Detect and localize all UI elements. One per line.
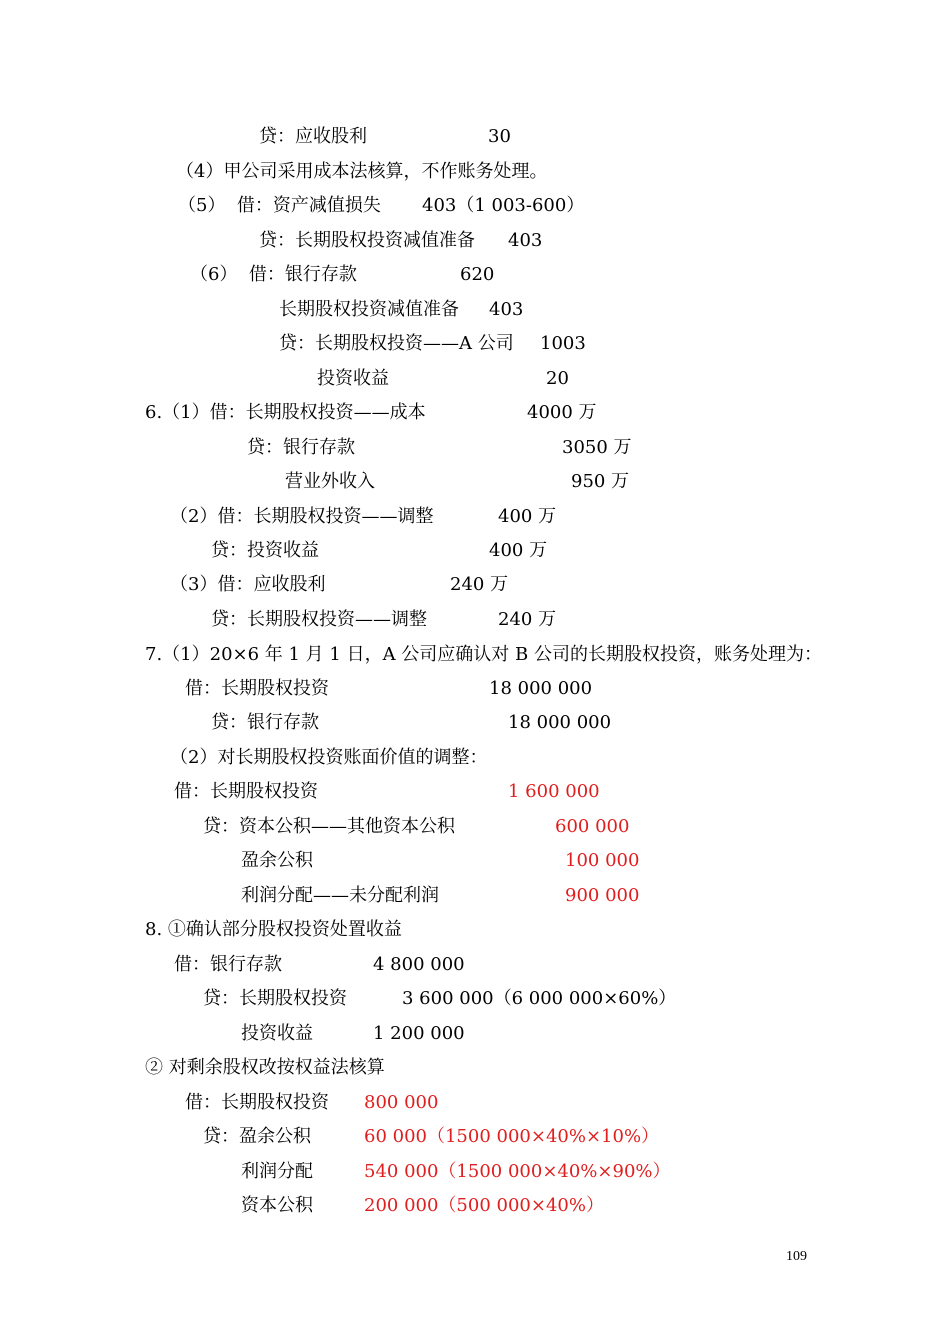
q6-entry2-debit-label: （2）借：长期股权投资——调整 bbox=[170, 506, 434, 527]
q6-entry1-debit-value: 4000 万 bbox=[527, 402, 597, 423]
q7-entry2-credit-profit-label: 利润分配——未分配利润 bbox=[241, 885, 439, 906]
q6-entry1-credit-other-label: 营业外收入 bbox=[285, 471, 375, 492]
q6-entry3-credit-value: 240 万 bbox=[498, 609, 557, 630]
q8-entry2-debit-label: 借：长期股权投资 bbox=[185, 1092, 329, 1113]
q7-adjust-heading: （2）对长期股权投资账面价值的调整： bbox=[170, 747, 488, 768]
q8-entry1-credit-income-label: 投资收益 bbox=[241, 1023, 313, 1044]
q7-entry1-debit-label: 借：长期股权投资 bbox=[185, 678, 329, 699]
q6-entry1-credit-other-value: 950 万 bbox=[571, 471, 630, 492]
q7-entry1-debit-value: 18 000 000 bbox=[489, 678, 593, 699]
q8-step1-heading: 8. ①确认部分股权投资处置收益 bbox=[145, 919, 402, 940]
entry-income-credit-label: 投资收益 bbox=[317, 368, 389, 389]
q6-entry3-credit-label: 贷：长期股权投资——调整 bbox=[211, 609, 427, 630]
entry-impairment-credit-value: 403 bbox=[508, 230, 543, 251]
q6-entry2-credit-label: 贷：投资收益 bbox=[211, 540, 319, 561]
entry-bank-debit-label: （6） 借：银行存款 bbox=[190, 264, 357, 285]
q6-entry3-debit-label: （3）借：应收股利 bbox=[170, 574, 326, 595]
q7-entry2-debit-label: 借：长期股权投资 bbox=[174, 781, 318, 802]
q8-entry1-credit-investment-label: 贷：长期股权投资 bbox=[203, 988, 347, 1009]
q8-entry2-credit-surplus-value: 60 000（1500 000×40%×10%） bbox=[364, 1126, 660, 1147]
q7-entry1-credit-value: 18 000 000 bbox=[508, 712, 612, 733]
q7-intro: 7.（1）20×6 年 1 月 1 日，A 公司应确认对 B 公司的长期股权投资，账务处理为： bbox=[145, 644, 822, 665]
q8-entry1-credit-investment-value: 3 600 000（6 000 000×60%） bbox=[402, 988, 677, 1009]
q8-entry2-credit-capital-label: 资本公积 bbox=[241, 1195, 313, 1216]
entry-reserve-debit-value: 403 bbox=[489, 299, 524, 320]
entry-investment-credit-value: 1003 bbox=[540, 333, 586, 354]
entry-income-credit-value: 20 bbox=[546, 368, 569, 389]
q8-entry2-credit-capital-value: 200 000（500 000×40%） bbox=[364, 1195, 604, 1216]
q7-entry2-credit-surplus-label: 盈余公积 bbox=[241, 850, 313, 871]
entry-investment-credit-label: 贷：长期股权投资——A 公司 bbox=[279, 333, 514, 354]
q7-entry2-credit-profit-value: 900 000 bbox=[565, 885, 640, 906]
q8-entry1-debit-label: 借：银行存款 bbox=[174, 954, 282, 975]
page-number: 109 bbox=[786, 1249, 807, 1264]
q6-entry1-debit-label: 6.（1）借：长期股权投资——成本 bbox=[145, 402, 426, 423]
entry-credit-dividends-label: 贷：应收股利 bbox=[259, 126, 367, 147]
q7-entry2-credit-capital-value: 600 000 bbox=[555, 816, 630, 837]
entry-impairment-credit-label: 贷：长期股权投资减值准备 bbox=[259, 230, 475, 251]
q7-entry2-credit-capital-label: 贷：资本公积——其他资本公积 bbox=[203, 816, 455, 837]
entry-impairment-debit-label: （5） 借：资产减值损失 bbox=[178, 195, 381, 216]
q6-entry2-debit-value: 400 万 bbox=[498, 506, 557, 527]
entry-bank-debit-value: 620 bbox=[460, 264, 495, 285]
q7-entry2-debit-value: 1 600 000 bbox=[508, 781, 600, 802]
q7-entry2-credit-surplus-value: 100 000 bbox=[565, 850, 640, 871]
q7-entry1-credit-label: 贷：银行存款 bbox=[211, 712, 319, 733]
q6-entry2-credit-value: 400 万 bbox=[489, 540, 548, 561]
q8-entry1-debit-value: 4 800 000 bbox=[373, 954, 465, 975]
entry-impairment-debit-value: 403（1 003-600） bbox=[422, 195, 585, 216]
q8-entry2-credit-profit-value: 540 000（1500 000×40%×90%） bbox=[364, 1161, 671, 1182]
q8-entry2-debit-value: 800 000 bbox=[364, 1092, 439, 1113]
q8-entry2-credit-profit-label: 利润分配 bbox=[241, 1161, 313, 1182]
q6-entry1-credit-bank-value: 3050 万 bbox=[562, 437, 632, 458]
entry-credit-dividends-value: 30 bbox=[488, 126, 511, 147]
q6-entry1-credit-bank-label: 贷：银行存款 bbox=[247, 437, 355, 458]
entry-reserve-debit-label: 长期股权投资减值准备 bbox=[279, 299, 459, 320]
q8-entry2-credit-surplus-label: 贷：盈余公积 bbox=[203, 1126, 311, 1147]
q8-step2-heading: ② 对剩余股权改按权益法核算 bbox=[145, 1057, 385, 1078]
q6-entry3-debit-value: 240 万 bbox=[450, 574, 509, 595]
q8-entry1-credit-income-value: 1 200 000 bbox=[373, 1023, 465, 1044]
note-cost-method: （4）甲公司采用成本法核算，不作账务处理。 bbox=[176, 161, 548, 182]
